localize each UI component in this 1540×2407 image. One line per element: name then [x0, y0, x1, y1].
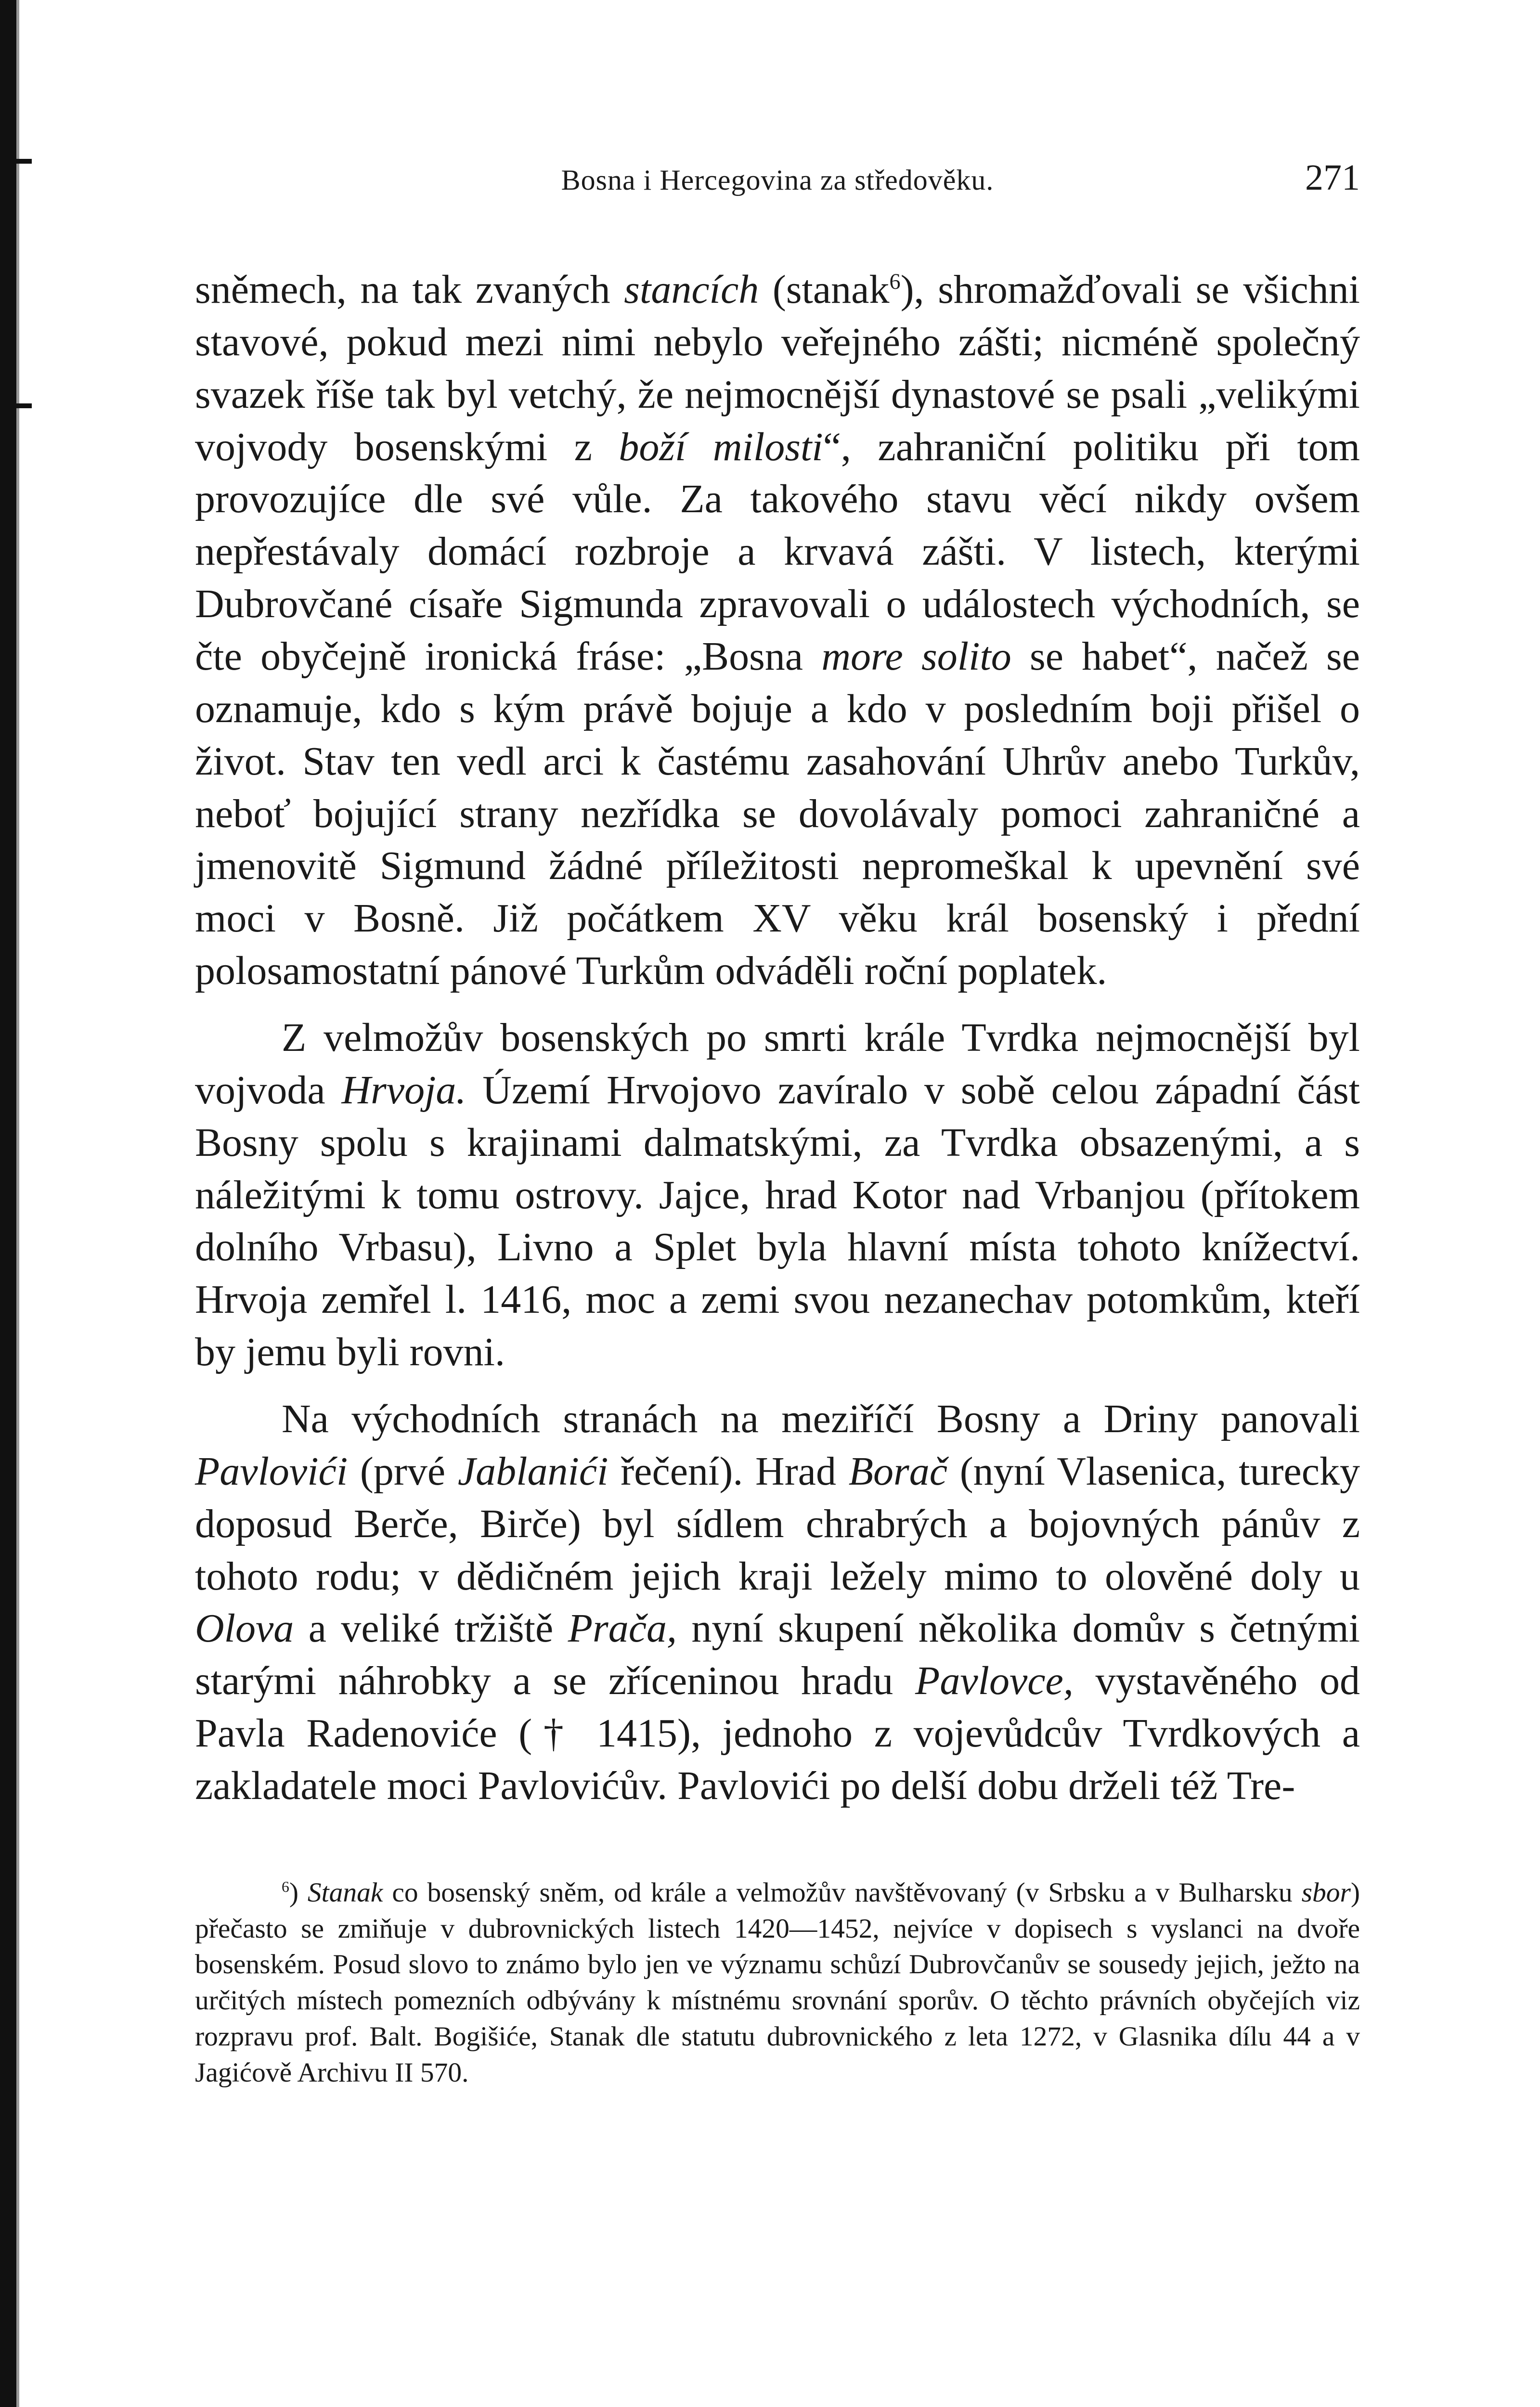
italic-term-sbor: sbor [1301, 1877, 1351, 1908]
italic-term-stanak: Stanak [307, 1877, 383, 1908]
italic-term-stancich: stancích [624, 267, 759, 312]
text-run: řečení). Hrad [608, 1449, 849, 1494]
scan-binding-highlight [16, 0, 19, 2407]
scan-binding-edge [0, 0, 16, 2407]
page-header [195, 159, 1360, 212]
text-run: co bosenský sněm, od krále a velmožův navštěvovaný (v Srbsku a v Bulharsku [383, 1877, 1302, 1908]
italic-name-jablanici: Jablanići [457, 1449, 608, 1494]
italic-name-pavlovce: Pavlovce, [915, 1658, 1074, 1704]
footnotes [195, 1875, 1360, 2091]
footnote-marker: 6 [282, 1878, 289, 1895]
text-run: nyní skupení několika domův s četnými starými náhrobky a se zříceninou hradu [195, 1606, 1360, 1704]
paragraph-2 [195, 1012, 1360, 1379]
text-run: a veliké tržiště [294, 1606, 568, 1651]
footnote-reference: 6 [889, 269, 901, 294]
italic-name-hrvoja: Hrvoja. [341, 1067, 466, 1113]
italic-term-more-solito: more solito [821, 634, 1011, 679]
text-run: vystavěného od Pavla Radenoviće († 1415), jednoho z vojevůdcův Tvrdkových a zakladatele moci Pavlovićův. Pavlovići po delší dobu drželi též Tre- [195, 1658, 1360, 1809]
text-run: sněmech, na tak zvaných [195, 267, 624, 312]
text-run: ) přečasto se zmiňuje v dubrovnických listech 1420—1452, nejvíce v dopisech s vyslanci na dvoře bosenském. Posud slovo to známo bylo jen ve významu schůzí Dubrovčanův se sousedy jejich, ježto na určitých místech pomezních odbývány k místnému srovnání sporův. O těchto právních obyčejích viz rozpravu prof. Balt. Bogišiće, Stanak dle statutu dubrovnického z leta 1272, v Glasnika dílu 44 a v Jagićově Archivu II 570. [195, 1877, 1360, 2088]
paragraph-1 [195, 264, 1360, 997]
italic-name-pavlovici: Pavlovići [195, 1449, 348, 1494]
footnote-6 [195, 1875, 1360, 2091]
page-number: 271 [1305, 157, 1360, 198]
italic-name-praca: Prača, [568, 1606, 677, 1651]
text-run: Na východních stranách na meziříčí Bosny a Driny panovali [282, 1397, 1360, 1442]
text-run: ) [289, 1877, 308, 1908]
running-title: Bosna i Hercegovina za středověku. [561, 164, 994, 196]
text-run: (stanak [759, 267, 890, 312]
text-run: (prvé [348, 1449, 458, 1494]
text-run: Z velmožův bosenských po smrti krále Tvrdka nejmocnější byl vojvoda [195, 1015, 1360, 1113]
italic-term-bozi-milosti: boží milosti [619, 424, 823, 469]
body-text [195, 264, 1360, 1812]
text-run: se habet“, načež se oznamuje, kdo s kým právě bojuje a kdo v posledním boji přišel o život. Stav ten vedl arci k častému zasahování Uhrův anebo Turkův, neboť bojující strany nezřídka se dovolávaly pomoci zahraničné a jmenovitě Sigmund žádné příležitosti nepromeškal k upevnění své moci v Bosně. Již počátkem XV věku král bosenský i přední polosamostatní pánové Turkům odváděli roční poplatek. [195, 634, 1360, 994]
paragraph-3 [195, 1393, 1360, 1812]
binding-notch [14, 159, 32, 164]
text-run: Území Hrvojovo zavíralo v sobě celou západní část Bosny spolu s krajinami dalmatskými, za Tvrdka obsazenými, a s náležitými k tomu ostrovy. Jajce, hrad Kotor nad Vrbanjou (přítokem dolního Vrbasu), Livno a Splet byla hlavní místa tohoto knížectví. Hrvoja zemřel l. 1416, moc a zemi svou nezanechav potomkům, kteří by jemu byli rovni. [195, 1067, 1360, 1375]
italic-name-olova: Olova [195, 1606, 294, 1651]
text-run: ), shromažďovali se všichni stavové, pokud mezi nimi nebylo veřejného zášti; nicméně společný svazek říše tak byl vetchý, že nejmocnější dynastové se psali „velikými vojvody bosenskými z [195, 267, 1360, 469]
binding-notch [14, 403, 32, 408]
italic-name-borac: Borač [848, 1449, 947, 1494]
book-page [195, 159, 1360, 2091]
text-run: (nyní Vlasenica, turecky doposud Berče, Birče) byl sídlem chrabrých a bojovných pánův z tohoto rodu; v dědičném jejich kraji ležely mimo to olověné doly u [195, 1449, 1360, 1599]
text-run: “, zahraniční politiku při tom provozujíce dle své vůle. Za takového stavu věcí nikdy ovšem nepřestávaly domácí rozbroje a krvavá zášti. V listech, kterými Dubrovčané císaře Sigmunda zpravovali o událostech východních, se čte obyčejně ironická fráse: „Bosna [195, 424, 1360, 679]
